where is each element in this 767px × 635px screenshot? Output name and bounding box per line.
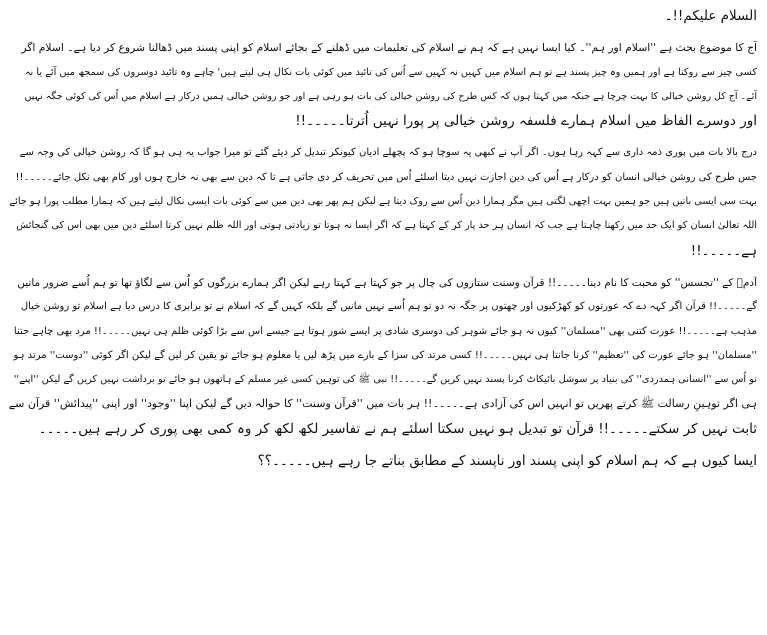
- paragraph-2-line-5: ہے۔۔۔۔۔!!: [690, 242, 757, 259]
- paragraph-3-line-1: آدمؑ کے ''تجسس'' کو محبت کا نام دینا۔۔۔۔۔!! قرآن وسنت ستاروں کی چال پر جو کہتا ہے کہتا رہے لیکن اگر ہمارے بزرگوں کو اُس سے لگاؤ تھا تو ہم اُسے ضرور مانیں: [17, 276, 757, 289]
- paragraph-3-line-7: ثابت نہیں کر سکتے۔۔۔۔۔!! قرآن تو تبدیل ہو نہیں سکتا اسلئے ہم نے تفاسیر لکھ لکھ کر وہ کمی بھی پوری کر رہے ہیں۔۔۔۔۔: [38, 420, 757, 437]
- paragraph-3-line-3: مذہب ہے۔۔۔۔۔!! عورت کتنی بھی ''مسلمان'' کیوں نہ ہو جائے شوہر کی دوسری شادی پر ایسے شور ہوتا ہے جیسے اس سے بڑا کوئی ظلم ہی نہیں۔۔۔۔۔!! مرد بھی چاہے جتنا: [13, 325, 757, 337]
- paragraph-3-line-5: تو اُس سے ''انسانی ہمدردی'' کی بنیاد پر سوشل بائیکاٹ کرنا پسند نہیں کریں گے۔۔۔۔۔!! نبی ﷺ کی توہین کسی غیر مسلم کے ہاتھوں ہو جائے تو برداشت نہیں کریں گے لیکن ''اپنے'': [13, 374, 757, 386]
- paragraph-3-line-4: ''مسلمان'' ہو جائے عورت کی ''تعظیم'' کرنا جانتا ہی نہیں۔۔۔۔۔!! کسی مرتد کی سزا کے بارے میں پڑھ لیں یا معلوم ہو جائے تو یقین کر لیں گے لیکن اگر کوئی ''دوست'' مرتد ہو: [13, 349, 757, 361]
- paragraph-1-line-2: کسی چیز سے روکتا ہے اور ہمیں وہ چیز پسند ہے تو ہم اسلام میں کہیں نہ کہیں سے اُس کی تائید میں کوئی بات نکال ہی لیتے ہیں' چاہے وہ تائید دوسروں کی سمجھ میں آئے یا نہ: [24, 66, 757, 78]
- paragraph-1-line-4: اور دوسرے الفاظ میں اسلام ہمارے فلسفہ روشن خیالی پر پورا نہیں اُترتا۔۔۔۔۔!!: [295, 113, 757, 130]
- paragraph-3-line-2: گے۔۔۔۔۔!! قرآن اگر کہہ دے کہ عورتوں کو کھڑکیوں اور چھتوں پر جگہ نہ دو تو ہم اُسے نہیں مانیں گے بلکہ کہیں گے کہ اسلام نے تو برابری کا درس دیا ہے اسلام تو روشن خیال: [20, 301, 757, 313]
- closing-question-line: ایسا کیوں ہے کہ ہم اسلام کو اپنی پسند اور ناپسند کے مطابق بناتے جا رہے ہیں۔۔۔۔۔؟؟: [257, 453, 757, 470]
- paragraph-2-line-2: جس طرح کی روشن خیالی انسان کو درکار ہے اُس کی دین اجازت نہیں دیتا اسلئے اُس میں تحریف کر دی جاتی ہے تا کہ دین سے بھی نہ خارج ہوں اور کام بھی نکل جائے۔۔۔۔۔!!: [15, 171, 757, 183]
- paragraph-2-line-4: اللہ تعالیٰ انسان کو ایک حد میں رکھنا چاہتا ہے جب کہ انسان ہر حد پار کر کے کہتا ہے کہ اگر ایسا نہ ہوتا تو زیادتی ہوتی اور اللہ ظلم نہیں کرتا اسلئے دین میں بھی اس کی گنجائش: [16, 220, 757, 232]
- paragraph-1-line-3: آئے۔ آج کل روشن خیالی کا بہت چرچا ہے جبکہ میں کہتا ہوں کہ کس طرح کی روشن خیالی کی بات ہو رہی ہے اور جو روشن خیالی ہمیں درکار ہے اسلام میں اُس کی کوئی جگہ نہیں: [24, 90, 757, 102]
- paragraph-2-line-3: بہت سی ایسی باتیں ہیں جو ہمیں بہت اچھی لگتی ہیں مگر ہمارا دین اُس سے روک دیتا ہے لیکن ہم پھر بھی دین میں سے کوئی بات ایسی نکال لیتے ہیں کہ ہمارا مطلب پورا ہو جائے: [9, 196, 757, 208]
- paragraph-3-line-6: ہی اگر توہینِ رسالت ﷺ کرتے پھریں تو انہیں اس کی آزادی ہے۔۔۔۔۔!! ہر بات میں ''قرآن وسنت'' کا حوالہ دیں گے لیکن اپنا ''وجود'' اور اپنی ''پیدائش'' قرآن سے: [8, 397, 757, 411]
- paragraph-1-line-1: آج کا موضوع بحث ہے ''اسلام اور ہم''۔ کیا ایسا نہیں ہے کہ ہم نے اسلام کی تعلیمات میں ڈھلنے کے بجائے اسلام کو اپنی پسند میں ڈھالنا شروع کر دیا ہے۔ اسلام اگر: [21, 41, 757, 55]
- greeting-line: السلام علیکم!!۔: [664, 8, 757, 24]
- paragraph-2-line-1: درج بالا بات میں پوری ذمہ داری سے کہہ رہا ہوں۔ اگر آپ نے کبھی یہ سوچا ہو کہ پچھلے ادیان کیونکر تبدیل کر دیئے گئے تو میرا جواب یہ ہی ہو گا کہ روشن خیالی کی وجہ سے: [19, 147, 757, 159]
